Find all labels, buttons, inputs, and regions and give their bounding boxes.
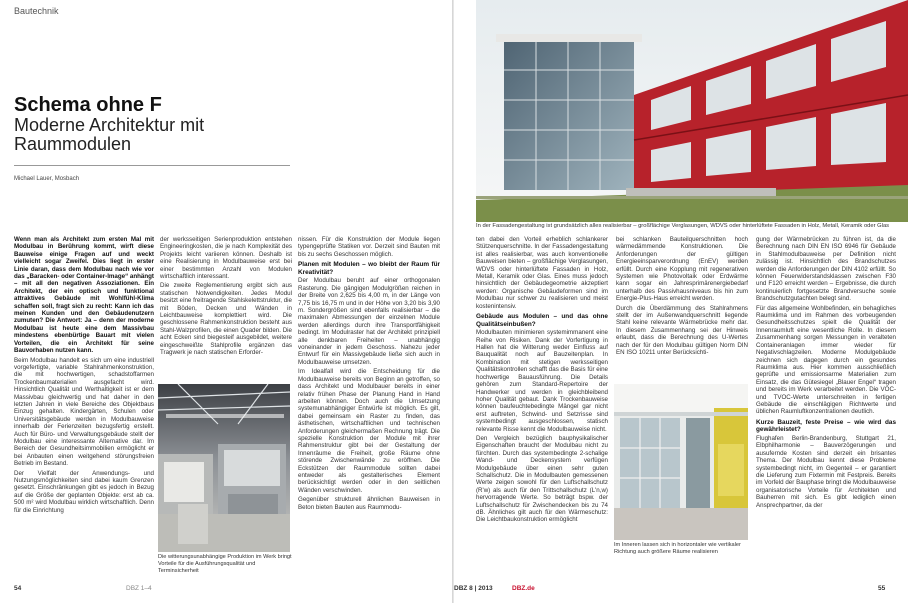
right-column-2: [616, 236, 748, 382]
left-column-2: [160, 236, 292, 382]
interior-space-image: [614, 384, 748, 540]
right-column-3: [756, 236, 896, 582]
article-headline: Schema ohne F: [14, 94, 162, 116]
left-column-3: [298, 236, 440, 582]
section-heading: Gebäude aus Modulen – und das ohne Qualitätseinbußen?: [476, 313, 608, 328]
article-author: Michael Lauer, Mosbach: [14, 176, 80, 182]
factory-production-photo: [158, 384, 290, 552]
article-subhead: Moderne Architektur mit Raummodulen: [14, 115, 205, 154]
body-paragraph: bei schlanken Bauteilquerschnitten hoch wärmedämmende Konstruktionen. Die Anforderungen der gültigen Energieeinsparverordnung (EnEV) werden erfüllt. Durch eine Kopplung mit regenerativen Systemen wie Photovoltaik oder Erdwärme kann sogar ein Jahresprimärenergiebedarf unterhalb des Passivhausniveaus bis hin zum Energie-Plus-Haus erreicht werden.: [616, 236, 748, 303]
body-paragraph: Durch die Überdämmung des Stahlrahmens stellt der im Außenwandquerschnitt liegende Stahl keine relevante Wärmebrücke mehr dar. In diesem Zusammenhang sei der Hinweis erlaubt, dass die Berechnung des U-Wertes nach der für den Modulbau gültigen Norm DIN EN ISO 10211 unter Berücksichti-: [616, 304, 748, 357]
building-facade-photo: [476, 0, 908, 222]
body-paragraph: nissen. Für die Konstruktion der Module liegen typengeprüfte Statiken vor. Derzeit sind Bauten mit bis zu sechs Geschossen möglich.: [298, 236, 440, 258]
issue-label: DBZ 1–4: [126, 585, 152, 592]
hero-caption: In der Fassadengestaltung ist grundsätzlich alles realisierbar – großflächige Verglasungen, WDVS oder hinterlüftete Fassaden in Holz, Metall, Keramik oder Glas: [476, 223, 890, 229]
lead-paragraph: Wenn man als Architekt zum ersten Mal mit Modulbau in Berührung kommt, wirft diese Bauweise einige Fragen auf und weckt vielleicht sogar Zweifel. Dies liegt in erster Linie daran, dass dem Modulbau nach wie vor das „Baracken- oder Container-Image“ anhängt – mit all den negativen Assoziationen. Ein Architekt, der ein optisch und funktional attraktives Gebäude mit Wohlfühl-Klima schaffen soll, fragt sich zu recht: Kann ich das meinen Kunden und den Gebäudenutzern zumuten? Die Antwort: Ja – denn der moderne Modulbau ist heute eine dem Massivbau mindestens ebenbürtige Bauart mit vielen Vorteilen, die ein Architekt für seine Bauvorhaben nutzen kann.: [14, 236, 154, 355]
body-paragraph: Den Vergleich bezüglich bauphysikalischer Eigenschaften braucht der Modulbau nicht zu fürchten. Durch das systembedingte 2-schalige Wand- und Deckensystem verfügen Modulgebäude über einen sehr guten Schallschutz. Die in Modulbauten gemessenen Werte zeigen sowohl für den Luftschallschutz (R'w) als auch für den Trittschallschutz (L'n,w) hervorragende Werte. So beträgt bspw. der Luftschallschutz für Zwischendecken bis zu 74 dB. Ähnliches gilt auch für den Wärmeschutz: Die Leichtbaukonstruktion ermöglicht: [476, 434, 608, 524]
body-paragraph: ten dabei den Vorteil erheblich schlankerer Stützenquerschnitte. In der Fassadengestaltung ist alles realisierbar, was auch konventionelle Bauweisen bieten – großflächige Verglasungen, WDVS oder hinterlüftete Fassaden in Holz, Metall, Keramik oder Glas. Eines muss jedoch hinsichtlich der Gebäudegeometrie akzeptiert werden: Organische Gebäudeformen sind im Modulbau nur schwer zu realisieren und meist kostenintensiv.: [476, 236, 608, 310]
body-paragraph: Gegenüber strukturell ähnlichen Bauweisen in Beton bieten Bauten aus Raummodu-: [298, 496, 440, 511]
interior-caption: Im Inneren lassen sich in horizontaler wie vertikaler Richtung auch größere Räume realisieren: [614, 542, 741, 555]
body-paragraph: Modulbauten minimieren systemimmanent eine Reihe von Risiken. Dank der Vorfertigung in Hallen hat die Witterung weder Einfluss auf Bauqualität noch auf Bauzeitenplan. In Kombination mit stetigen werksseitigen Qualitätskontrollen schafft das die Basis für eine hochwertige Bauausführung. Die Details gehören zum Standard-Repertoire der Handwerker und werden in gleichbleibend hoher Qualität gebaut. Dank Trockenbauweise können baufeuchtebedingte Mängel gar nicht erst auftreten, Schwind- und Setzrisse sind systembedingt ausgeschlossen, statisch relevante Risse kennt die Modulbauweise nicht.: [476, 329, 608, 433]
right-page: [454, 0, 908, 603]
body-paragraph: Flughafen Berlin-Brandenburg, Stuttgart 21, Elbphilharmonie – Bauverzögerungen und ausufernde Kosten sind derzeit ein brisantes Thema. Der Modulbau kennt diese Probleme systembedingt nicht, im Gegenteil – er garantiert die Lieferung zum Fixtermin mit Festpreis. Bereits im Vorfeld der Bauphase bringt die Modulbauweise organisatorische Vorteile für Architekten und Bauherren mit sich. Es gibt lediglich einen Ansprechpartner, da der: [756, 434, 896, 509]
issue-label: DBZ 8 | 2013: [454, 585, 493, 592]
modular-building-image: [476, 0, 908, 222]
body-paragraph: der werksseitigen Serienproduktion entstehen Engineeringkosten, die je nach Komplexität des Projekts leicht variieren können. Deshalb ist eine Realisierung in Modulbauweise erst bei einer bestimmten Anzahl von Modulen wirtschaftlich interessant.: [160, 236, 292, 281]
body-paragraph: Für das allgemeine Wohlbefinden, ein behagliches Raumklima und im Rahmen des vorbeugenden Gesundheitsschutzes spielt die Qualität der Innenraumluft eine wesentliche Rolle. In diesem Zusammenhang sorgen Messungen in veralteten Containeranlagen immer wieder für Negativschlagzeilen. Moderne Modulgebäude zeichnen sich dagegen durch ein gesundes Raumklima aus. Hier kommen ausschließlich geprüfte und emissionsarme Materialien zum Einsatz, die das Gütesiegel „Blauer Engel“ tragen und bereits im Werk verarbeitet werden. Die VOC- und TVOC-Werte unterschreiten in fertigen Gebäude die einschlägigen Richtwerte und üblichen Raumluftkonzentrationen deutlich.: [756, 304, 896, 416]
section-heading: Planen mit Modulen – wo bleibt der Raum für Kreativität?: [298, 261, 440, 276]
section-label: Bautechnik: [14, 6, 59, 16]
page-number: 55: [878, 585, 886, 592]
left-page: [0, 0, 452, 603]
body-paragraph: gung der Wärmebrücken zu führen ist, da die Berechnung nach DIN EN ISO 6946 für Gebäude in Stahlmodulbauweise per Definition nicht zulässig ist. Hinsichtlich des Brandschutzes werden die Anforderungen der DIN 4102 erfüllt. So können Feuerwiderstandsklassen zwischen F30 und F120 erreicht werden – Ergebnisse, die durch kontinuierlich fortgesetzte Brandversuche sowie Brandschutzgutachten belegt sind.: [756, 236, 896, 303]
body-paragraph: Beim Modulbau handelt es sich um eine industriell vorgefertigte, variable Stahlrahmenkonstruktion, die mit hochwertigen, schadstoffarmen Trockenbaumaterialien ausgefacht wird. Hinsichtlich Qualität und Werthaltigkeit ist er dem Massivbau gleichwertig und hat daher in den letzten Jahren in viele Bereiche des Objektbaus Einzug gehalten. Kindergärten, Schulen oder Universitätsgebäude werden in Modulbauweise innerhalb der Ferienzeiten bezugsfertig erstellt. Auch für Büro- und Verwaltungsgebäude stellt der Modulbau eine interessante Alternative dar. Im Bereich der Gesundheitsimmobilien ermöglicht er bei Anbauten einen weitgehend störungsfreien Betrieb im Bestand.: [14, 356, 154, 468]
body-paragraph: Der Vielfalt der Anwendungs- und Nutzungsmöglichkeiten sind dabei kaum Grenzen gesetzt. Einschränkungen gibt es jedoch in Bezug auf die Größe der geplanten Objekte: erst ab ca. 500 m² wird Modulbau wirklich wirtschaftlich. Denn für die Einrichtung: [14, 469, 154, 514]
body-paragraph: Die zweite Reglementierung ergibt sich aus statischen Notwendigkeiten. Jedes Modul besitzt eine freitragende Stahlskelettstruktur, die mit Böden, Decken und Wänden in Leichtbauweise komplettiert wird. Die geschlossene Rahmenkonstruktion besteht aus Stahl-Walzprofilen, die einen Quader bilden. Die acht Ecken sind biegesteif ausgebildet, weitere eingeschweißte Stahlprofile ergänzen das Tragwerk je nach statischen Erforder-: [160, 282, 292, 357]
website-link[interactable]: DBZ.de: [512, 585, 535, 592]
page-number: 54: [14, 585, 22, 592]
section-heading: Kurze Bauzeit, feste Preise – wie wird das gewährleistet?: [756, 418, 896, 434]
title-divider: [14, 165, 290, 166]
photo-caption: Die witterungsunabhängige Produktion im Werk bringt Vorteile für die Ausführungsqualität und Terminsicherheit: [158, 554, 292, 574]
body-paragraph: Im Idealfall wird die Entscheidung für die Modulbauweise bereits von Beginn an getroffen, so dass Architekt und Modulbauer bereits in einer relativ frühen Phase der Planung Hand in Hand arbeiten können. Doch auch die Umsetzung systemunabhängiger Entwürfe ist möglich. Es gilt, dabei gemeinsam ein Raster zu finden, das ästhetischen, wirtschaftlichen und technischen Anforderungen gleichermaßen Rechnung trägt. Die spezielle Konstruktion der Module mit ihrer Rahmenstruktur gibt bei der Gestaltung der Innenräume die Freiheit, große Räume ohne störende Zwischenwände zu eröffnen. Die Eckstützen der Raummodule sollten dabei entweder als gestalterisches Element berücksichtigt werden oder in den seitlichen Wänden verschwinden.: [298, 368, 440, 494]
factory-hall-image: [158, 384, 290, 552]
body-paragraph: Der Modulbau beruht auf einer orthogonalen Rasterung. Die gängigen Modulgrößen reichen in der Breite von 2,625 bis 4,00 m, in der Länge von 7,75 bis 16,75 m und in der Höhe von 3,20 bis 3,90 m. Sondergrößen sind ebenfalls realisierbar – die maximalen Abmessungen der einzelnen Module werden allerdings durch ihre Transportfähigkeit bedingt. Im Modulraster hat der Architekt prinzipiell alle denkbaren Freiheiten – unabhängig voneinander in jedem Geschoss. Nahezu jeder Entwurf für ein Massivgebäude ließe sich auch in Modulbauweise umsetzen.: [298, 277, 440, 366]
left-column-1: [14, 236, 154, 582]
interior-photo: [614, 384, 748, 540]
right-column-1: [476, 236, 608, 582]
